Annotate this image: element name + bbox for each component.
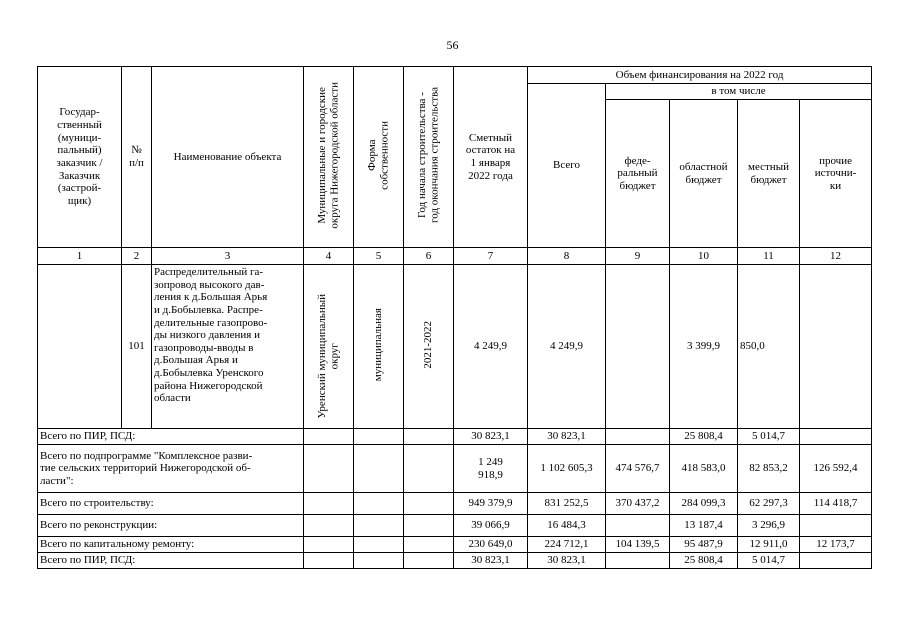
summary-label: Всего по строительству: — [38, 493, 304, 515]
summary-row — [38, 553, 872, 569]
header-object-name: Наименование объекта — [152, 67, 304, 248]
summary-estimate: 39 066,9 — [454, 515, 528, 537]
column-number: 7 — [454, 248, 528, 265]
summary-other — [800, 429, 872, 445]
column-numbers-row — [38, 248, 872, 265]
summary-estimate: 949 379,9 — [454, 493, 528, 515]
object-name: Распределительный га- зопровод высокого дав- ления к д.Большая Арья и д.Бобылевка. Распре- делительные газопрово- ды низкого давления и газопроводы-вводы в д.Большая Арья и д.Бобылевка Уренского района Нижегородской области — [152, 265, 304, 429]
column-number: 10 — [670, 248, 738, 265]
header-other: прочие источни- ки — [800, 100, 872, 248]
header-local: местный бюджет — [738, 100, 800, 248]
object-total: 4 249,9 — [528, 265, 606, 429]
header-municipality-text: Муниципальные и городские округа Нижегородской области — [316, 81, 341, 229]
object-local: 850,0 — [738, 265, 800, 429]
summary-other — [800, 553, 872, 569]
summary-row — [38, 429, 872, 445]
summary-regional: 418 583,0 — [670, 445, 738, 493]
summary-regional: 13 187,4 — [670, 515, 738, 537]
summary-federal — [606, 429, 670, 445]
header-funding-group: Объем финансирования на 2022 год — [528, 67, 872, 84]
page-number: 56 — [446, 38, 459, 52]
object-estimate: 4 249,9 — [454, 265, 528, 429]
summary-local: 82 853,2 — [738, 445, 800, 493]
column-number: 2 — [122, 248, 152, 265]
summary-total: 16 484,3 — [528, 515, 606, 537]
financing-table — [37, 66, 872, 569]
summary-local: 5 014,7 — [738, 553, 800, 569]
header-regional: областной бюджет — [670, 100, 738, 248]
summary-other: 12 173,7 — [800, 537, 872, 553]
summary-federal: 370 437,2 — [606, 493, 670, 515]
column-number: 4 — [304, 248, 354, 265]
header-estimate: Сметный остаток на 1 января 2022 года — [454, 67, 528, 248]
object-municipality — [304, 265, 354, 429]
object-municipality-text: Уренский муниципальный округ — [316, 293, 341, 419]
header-total: Всего — [528, 84, 606, 248]
summary-other: 126 592,4 — [800, 445, 872, 493]
summary-total: 30 823,1 — [528, 553, 606, 569]
header-row-1 — [38, 67, 872, 84]
summary-federal — [606, 515, 670, 537]
object-ownership — [354, 265, 404, 429]
object-regional: 3 399,9 — [670, 265, 738, 429]
summary-total: 1 102 605,3 — [528, 445, 606, 493]
summary-regional: 95 487,9 — [670, 537, 738, 553]
summary-regional: 25 808,4 — [670, 553, 738, 569]
header-years — [404, 67, 454, 248]
summary-total: 831 252,5 — [528, 493, 606, 515]
summary-regional: 25 808,4 — [670, 429, 738, 445]
column-number: 8 — [528, 248, 606, 265]
summary-total: 30 823,1 — [528, 429, 606, 445]
summary-row — [38, 515, 872, 537]
summary-row — [38, 445, 872, 493]
summary-label: Всего по ПИР, ПСД: — [38, 429, 304, 445]
column-number: 11 — [738, 248, 800, 265]
object-customer — [38, 265, 122, 429]
object-row — [38, 265, 872, 429]
summary-label: Всего по реконструкции: — [38, 515, 304, 537]
object-years — [404, 265, 454, 429]
column-number: 12 — [800, 248, 872, 265]
object-number: 101 — [122, 265, 152, 429]
object-ownership-text: муниципальная — [372, 308, 385, 382]
header-including: в том числе — [606, 84, 872, 100]
summary-federal — [606, 553, 670, 569]
summary-estimate: 1 249 918,9 — [454, 445, 528, 493]
summary-local: 3 296,9 — [738, 515, 800, 537]
column-number: 1 — [38, 248, 122, 265]
object-years-text: 2021-2022 — [422, 320, 435, 369]
summary-estimate: 30 823,1 — [454, 429, 528, 445]
column-number: 6 — [404, 248, 454, 265]
summary-label: Всего по ПИР, ПСД: — [38, 553, 304, 569]
summary-regional: 284 099,3 — [670, 493, 738, 515]
summary-other: 114 418,7 — [800, 493, 872, 515]
header-federal: феде- ральный бюджет — [606, 100, 670, 248]
summary-label: Всего по капитальному ремонту: — [38, 537, 304, 553]
summary-federal: 104 139,5 — [606, 537, 670, 553]
summary-estimate: 30 823,1 — [454, 553, 528, 569]
column-number: 9 — [606, 248, 670, 265]
summary-local: 62 297,3 — [738, 493, 800, 515]
header-customer: Государ- ственный (муници- пальный) заказчик / Заказчик (застрой- щик) — [38, 67, 122, 248]
summary-other — [800, 515, 872, 537]
summary-federal: 474 576,7 — [606, 445, 670, 493]
header-number: № п/п — [122, 67, 152, 248]
object-other — [800, 265, 872, 429]
summary-total: 224 712,1 — [528, 537, 606, 553]
header-ownership — [354, 67, 404, 248]
column-number: 3 — [152, 248, 304, 265]
header-municipality — [304, 67, 354, 248]
summary-local: 12 911,0 — [738, 537, 800, 553]
summary-row — [38, 537, 872, 553]
summary-estimate: 230 649,0 — [454, 537, 528, 553]
summary-local: 5 014,7 — [738, 429, 800, 445]
header-years-text: Год начала строительства - год окончания строительства — [416, 87, 441, 224]
summary-row — [38, 493, 872, 515]
object-federal — [606, 265, 670, 429]
column-number: 5 — [354, 248, 404, 265]
summary-label: Всего по подпрограмме "Комплексное разви- тие сельских территорий Нижегородской об- ласти": — [38, 445, 304, 493]
header-ownership-text: Форма собственности — [366, 120, 391, 190]
